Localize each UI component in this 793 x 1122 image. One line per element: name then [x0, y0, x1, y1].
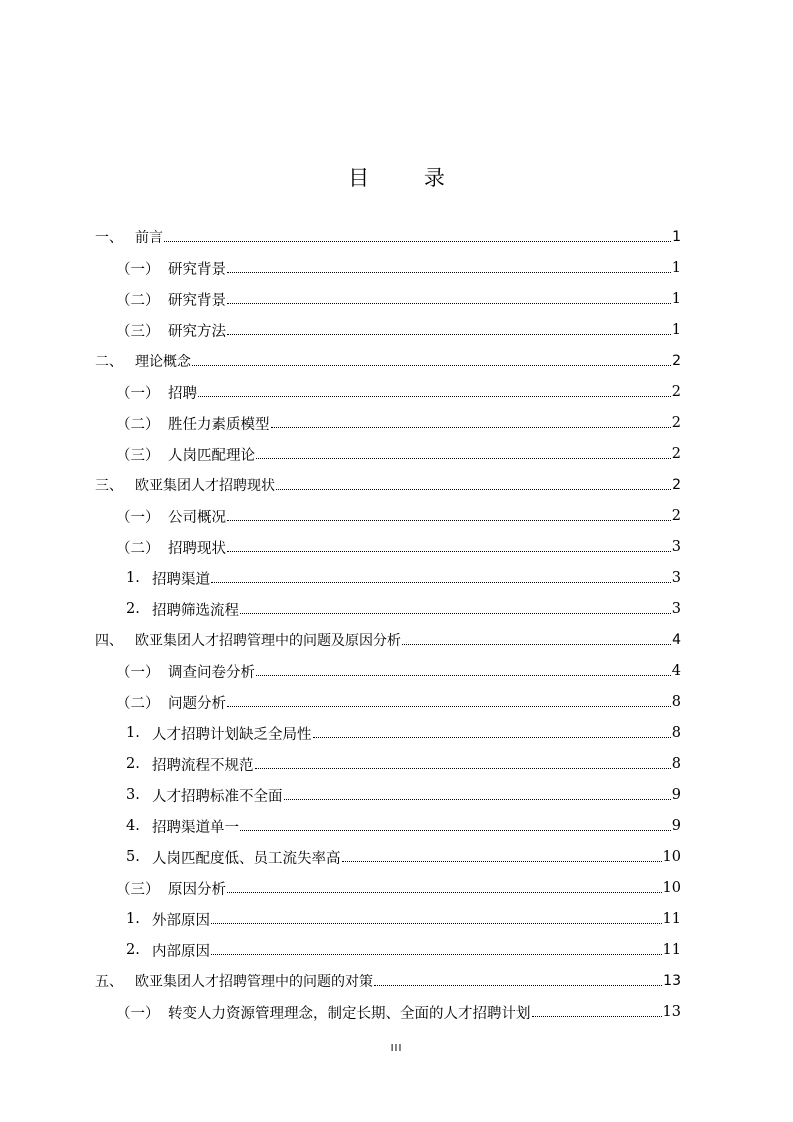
toc-entry-page: 1: [671, 322, 681, 338]
toc-entry-title: 转变人力资源管理理念，制定长期、全面的人才招聘计划: [168, 1005, 531, 1022]
toc-entry-title: 理论概念: [135, 354, 191, 370]
toc-entry-page: 8: [671, 694, 681, 710]
dot-leader: [227, 334, 671, 335]
dot-leader: [211, 954, 662, 955]
toc-entry-level-1[interactable]: [95, 470, 681, 500]
toc-entry-title: 招聘流程不规范: [152, 757, 254, 774]
toc-entry-page: 8: [671, 725, 681, 741]
toc-entry-number: 四、: [95, 633, 123, 649]
dot-leader: [276, 489, 671, 490]
toc-entry-title: 欧亚集团人才招聘管理中的问题及原因分析: [135, 633, 401, 649]
toc-entry-page: 10: [662, 849, 681, 865]
toc-entry-number: 3.: [126, 787, 140, 803]
toc-entry-number: （二）: [116, 540, 160, 557]
toc-entry-title: 前言: [135, 230, 163, 246]
toc-entry-level-2[interactable]: [116, 439, 681, 469]
toc-entry-title: 研究方法: [168, 323, 226, 340]
toc-entry-page: 9: [671, 787, 681, 803]
toc-entry-level-1[interactable]: [95, 625, 681, 655]
dot-leader: [227, 551, 671, 552]
toc-entry-number: 5.: [126, 849, 140, 865]
toc-entry-level-3[interactable]: [126, 904, 681, 934]
toc-entry-number: （二）: [116, 695, 160, 712]
toc-entry-number: （一）: [116, 1005, 160, 1022]
toc-entry-level-1[interactable]: [95, 222, 681, 252]
toc-entry-title: 人岗匹配度低、员工流失率高: [152, 850, 341, 867]
toc-entry-page: 3: [671, 539, 681, 555]
toc-entry-number: （一）: [116, 261, 160, 278]
toc-entry-level-3[interactable]: [126, 842, 681, 872]
toc-entry-level-3[interactable]: [126, 749, 681, 779]
toc-entry-title: 招聘渠道单一: [152, 819, 239, 836]
toc-entry-level-3[interactable]: [126, 780, 681, 810]
dot-leader: [256, 675, 671, 676]
dot-leader: [402, 644, 671, 645]
toc-entry-level-3[interactable]: [126, 718, 681, 748]
dot-leader: [271, 427, 671, 428]
toc-entry-title: 问题分析: [168, 695, 226, 712]
dot-leader: [227, 272, 671, 273]
toc-entry-page: 4: [671, 663, 681, 679]
toc-entry-page: 10: [662, 880, 681, 896]
toc-entry-title: 原因分析: [168, 881, 226, 898]
toc-entry-level-3[interactable]: [126, 935, 681, 965]
toc-entry-title: 内部原因: [152, 943, 210, 960]
toc-entry-level-1[interactable]: [95, 346, 681, 376]
toc-entry-number: 1.: [126, 911, 140, 927]
toc-entry-page: 1: [671, 260, 681, 276]
toc-entry-number: （一）: [116, 664, 160, 681]
toc-entry-title: 外部原因: [152, 912, 210, 929]
toc-entry-title: 胜任力素质模型: [168, 416, 270, 433]
toc-entry-title: 人才招聘标准不全面: [152, 788, 283, 805]
page-title: 目 录: [348, 166, 469, 190]
toc-entry-number: 二、: [95, 354, 123, 370]
toc-entry-number: 五、: [95, 974, 123, 990]
dot-leader: [240, 830, 671, 831]
toc-entry-number: 4.: [126, 818, 140, 834]
toc-entry-number: （二）: [116, 292, 160, 309]
toc-entry-page: 13: [663, 973, 681, 989]
toc-entry-level-3[interactable]: [126, 563, 681, 593]
toc-entry-level-2[interactable]: [116, 315, 681, 345]
dot-leader: [211, 923, 662, 924]
toc-entry-title: 招聘筛选流程: [152, 602, 239, 619]
dot-leader: [240, 613, 671, 614]
dot-leader: [284, 799, 671, 800]
toc-entry-page: 2: [671, 508, 681, 524]
toc-entry-page: 1: [672, 229, 681, 245]
dot-leader: [227, 706, 671, 707]
dot-leader: [255, 768, 671, 769]
toc-entry-title: 招聘现状: [168, 540, 226, 557]
toc-entry-number: 1.: [126, 570, 140, 586]
toc-entry-page: 13: [662, 1004, 681, 1020]
toc-entry-number: （一）: [116, 509, 160, 526]
toc-entry-page: 2: [672, 353, 681, 369]
toc-entry-page: 9: [671, 818, 681, 834]
toc-entry-number: 2.: [126, 942, 140, 958]
toc-entry-title: 调查问卷分析: [168, 664, 255, 681]
toc-entry-title: 公司概况: [168, 509, 226, 526]
toc-entry-page: 11: [662, 942, 681, 958]
page-number-footer: III: [390, 1043, 403, 1054]
toc-entry-page: 1: [671, 291, 681, 307]
dot-leader: [342, 861, 662, 862]
toc-entry-number: 2.: [126, 601, 140, 617]
toc-entry-page: 2: [671, 415, 681, 431]
toc-entry-level-2[interactable]: [116, 873, 681, 903]
toc-entry-level-2[interactable]: [116, 253, 681, 283]
toc-entry-title: 欧亚集团人才招聘管理中的问题的对策: [135, 974, 373, 990]
toc-entry-title: 人才招聘计划缺乏全局性: [152, 726, 312, 743]
toc-entry-title: 研究背景: [168, 292, 226, 309]
toc-entry-number: 三、: [95, 478, 123, 494]
toc-entry-level-2[interactable]: [116, 687, 681, 717]
toc-entry-level-2[interactable]: [116, 501, 681, 531]
dot-leader: [256, 458, 671, 459]
toc-entry-level-2[interactable]: [116, 656, 681, 686]
toc-entry-level-3[interactable]: [126, 811, 681, 841]
toc-entry-number: （三）: [116, 881, 160, 898]
toc-entry-number: 一、: [95, 230, 123, 246]
dot-leader: [198, 396, 671, 397]
dot-leader: [192, 365, 671, 366]
dot-leader: [227, 303, 671, 304]
toc-entry-number: （三）: [116, 447, 160, 464]
toc-entry-page: 3: [671, 601, 681, 617]
toc-entry-level-2[interactable]: [116, 408, 681, 438]
toc-entry-title: 招聘: [168, 385, 197, 402]
toc-entry-number: 2.: [126, 756, 140, 772]
toc-entry-level-2[interactable]: [116, 532, 681, 562]
toc-entry-page: 3: [671, 570, 681, 586]
dot-leader: [532, 1016, 662, 1017]
toc-entry-title: 招聘渠道: [152, 571, 210, 588]
toc-entry-page: 2: [671, 384, 681, 400]
toc-entry-level-2[interactable]: [116, 284, 681, 314]
toc-entry-number: （三）: [116, 323, 160, 340]
toc-entry-title: 人岗匹配理论: [168, 447, 255, 464]
toc-entry-number: （二）: [116, 416, 160, 433]
dot-leader: [313, 737, 671, 738]
toc-entry-level-2[interactable]: [116, 997, 681, 1027]
toc-entry-level-3[interactable]: [126, 594, 681, 624]
toc-entry-page: 11: [662, 911, 681, 927]
toc-entry-level-1[interactable]: [95, 966, 681, 996]
dot-leader: [227, 520, 671, 521]
toc-entry-page: 4: [672, 632, 681, 648]
toc-entry-number: 1.: [126, 725, 140, 741]
dot-leader: [211, 582, 671, 583]
toc-entry-page: 2: [671, 446, 681, 462]
toc-entry-page: 8: [671, 756, 681, 772]
dot-leader: [227, 892, 662, 893]
toc-entry-title: 欧亚集团人才招聘现状: [135, 478, 275, 494]
toc-entry-title: 研究背景: [168, 261, 226, 278]
dot-leader: [164, 241, 671, 242]
toc-entry-level-2[interactable]: [116, 377, 681, 407]
toc-entry-number: （一）: [116, 385, 160, 402]
dot-leader: [374, 985, 662, 986]
toc-entry-page: 2: [672, 477, 681, 493]
